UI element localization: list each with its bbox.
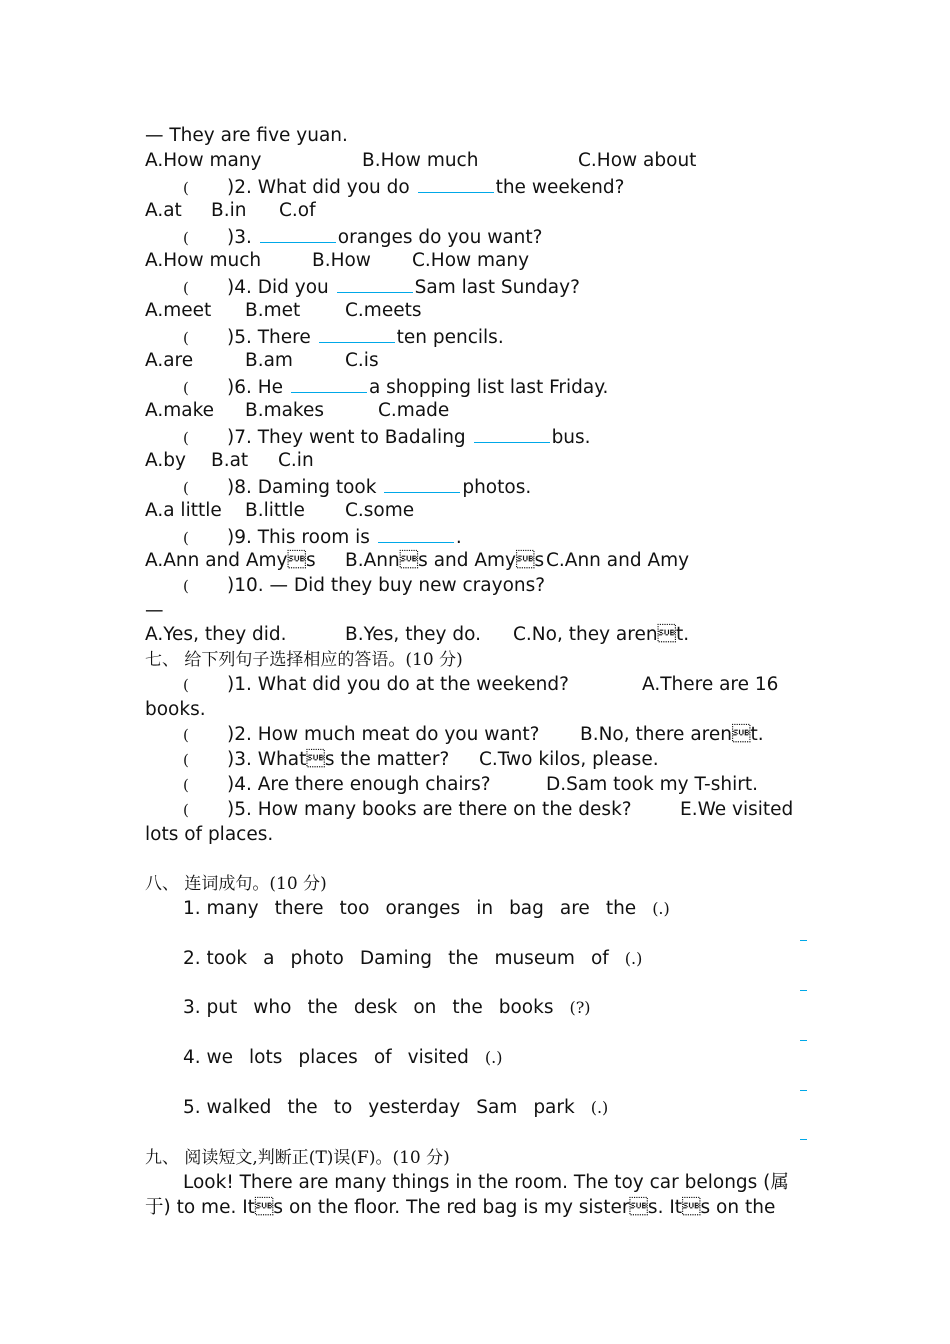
reorder-item-2 (183, 947, 642, 971)
answer-paren[interactable]: ( (183, 577, 189, 595)
answer-paren[interactable]: ( (183, 329, 189, 347)
answer-paren[interactable]: ( (183, 801, 189, 819)
question-text: )2. What did you do (227, 177, 410, 198)
word: the (307, 997, 338, 1018)
option: B.am (245, 350, 293, 371)
question-text: )9. This room is (227, 527, 370, 548)
answer-paren[interactable]: ( (183, 529, 189, 547)
match-question: )3. Whats the matter? (227, 749, 450, 770)
question-9 (183, 524, 462, 550)
answer-paren[interactable]: ( (183, 676, 189, 694)
answer-dash: — (145, 600, 164, 621)
option: A.How much (145, 250, 262, 271)
match-answer: D.Sam took my T-shirt. (546, 774, 758, 795)
option: B.Anns and Amys (345, 550, 545, 571)
question-text-after: . (455, 527, 462, 548)
match-answer: E.We visited (680, 799, 794, 820)
question-text-after: oranges do you want? (337, 227, 543, 248)
reorder-item-5 (183, 1096, 608, 1120)
word: 3. put (183, 997, 238, 1018)
word: books (498, 997, 554, 1018)
question-2 (183, 174, 624, 200)
match-question: )5. How many books are there on the desk? (227, 799, 632, 820)
option: A.make (145, 400, 215, 421)
fill-blank[interactable] (291, 374, 367, 393)
option: A.meet (145, 300, 212, 321)
question-text-after: Sam last Sunday? (414, 277, 580, 298)
answer-paren[interactable]: ( (183, 179, 189, 197)
reorder-item-4 (183, 1046, 503, 1070)
match-answer: C.Two kilos, please. (479, 749, 659, 770)
option: A.Yes, they did. (145, 624, 287, 645)
match-question: )2. How much meat do you want? (227, 724, 540, 745)
option: B.in (211, 200, 247, 221)
options-q2 (145, 199, 316, 223)
options-q9 (145, 549, 689, 573)
word: yesterday (368, 1097, 461, 1118)
word: too (339, 898, 370, 919)
question-text: )3. (227, 227, 252, 248)
question-text-after: a shopping list last Friday. (368, 377, 609, 398)
word: the (287, 1097, 318, 1118)
question-7 (183, 424, 591, 450)
match-wrap: lots of places. (145, 824, 274, 845)
question-text-after: photos. (462, 477, 532, 498)
match-row-2 (183, 723, 764, 747)
word: of (590, 948, 609, 969)
option: A.a little (145, 500, 222, 521)
word: visited (407, 1047, 469, 1068)
punctuation-hint: (?) (569, 998, 591, 1017)
word: oranges (385, 898, 461, 919)
options-q6 (145, 399, 449, 423)
word: park (533, 1097, 575, 1118)
question-8 (183, 474, 531, 500)
answer-paren[interactable]: ( (183, 751, 189, 769)
word: photo (290, 948, 344, 969)
word: to (333, 1097, 353, 1118)
option: C.of (279, 200, 316, 221)
option: A.Ann and Amys (145, 550, 316, 571)
answer-paren[interactable]: ( (183, 379, 189, 397)
passage-line-1: Look! There are many things in the room. The toy car belongs (属 (183, 1172, 789, 1193)
options-q8 (145, 499, 414, 523)
question-text: )6. He (227, 377, 284, 398)
word: who (253, 997, 292, 1018)
section-9-title: 九、 阅读短文,判断正(T)误(F)。(10 分) (145, 1148, 450, 1168)
punctuation-hint: (.) (652, 899, 670, 918)
match-row-1 (183, 673, 778, 697)
option: C.meets (345, 300, 422, 321)
match-answer: A.There are 16 (642, 674, 779, 695)
reorder-item-1 (183, 897, 670, 921)
answer-line-mark (800, 990, 807, 991)
option: A.by (145, 450, 186, 471)
punctuation-hint: (.) (624, 949, 643, 968)
fill-blank[interactable] (378, 524, 454, 543)
option: C.Ann and Amy (546, 550, 690, 571)
word: desk (353, 997, 398, 1018)
fill-blank[interactable] (260, 224, 336, 243)
question-text-after: ten pencils. (396, 327, 504, 348)
options-q4 (145, 299, 421, 323)
word: 2. took (183, 948, 248, 969)
match-row-5 (183, 798, 793, 822)
options-q3 (145, 249, 529, 273)
option: B.little (245, 500, 305, 521)
word: Sam (476, 1097, 518, 1118)
word: 1. many (183, 898, 259, 919)
option: C.How many (412, 250, 530, 271)
answer-paren[interactable]: ( (183, 429, 189, 447)
fill-blank[interactable] (319, 324, 395, 343)
question-4 (183, 274, 580, 300)
answer-line-mark (800, 940, 807, 941)
question-5 (183, 324, 504, 350)
option: B.How (312, 250, 371, 271)
match-row-4 (183, 773, 758, 797)
fill-blank[interactable] (337, 274, 413, 293)
word: bag (509, 898, 544, 919)
answer-line-mark (800, 1040, 807, 1041)
match-wrap: books. (145, 699, 206, 720)
passage-line-2: 于) to me. Its on the floor. The red bag is my sisters. Its on the (145, 1197, 776, 1218)
option: C.some (345, 500, 415, 521)
option: B.Yes, they do. (345, 624, 482, 645)
answer-line-mark (800, 1139, 807, 1140)
match-answer: B.No, there arent. (580, 724, 764, 745)
option: B.at (211, 450, 249, 471)
reorder-item-3 (183, 996, 591, 1020)
match-question: )4. Are there enough chairs? (227, 774, 491, 795)
question-text: )4. Did you (227, 277, 329, 298)
word: places (298, 1047, 358, 1068)
answer-paren[interactable]: ( (183, 229, 189, 247)
option: A.at (145, 200, 182, 221)
option: C.is (345, 350, 379, 371)
match-row-3 (183, 748, 659, 772)
option: A.are (145, 350, 194, 371)
word: 4. we (183, 1047, 234, 1068)
fill-blank[interactable] (474, 424, 550, 443)
word: the (448, 948, 479, 969)
question-text: )5. There (227, 327, 311, 348)
word: are (559, 898, 590, 919)
answer-paren[interactable]: ( (183, 776, 189, 794)
question-text-after: bus. (551, 427, 591, 448)
punctuation-hint: (.) (484, 1048, 503, 1067)
option: C.How about (578, 150, 697, 171)
word: a (263, 948, 275, 969)
word: the (605, 898, 637, 919)
option: A.How many (145, 150, 262, 171)
options-q7 (145, 449, 314, 473)
option: B.How much (362, 150, 479, 171)
option: C.in (278, 450, 314, 471)
match-question: )1. What did you do at the weekend? (227, 674, 569, 695)
punctuation-hint: (.) (590, 1098, 609, 1117)
word: Daming (359, 948, 433, 969)
question-10 (183, 574, 545, 598)
answer-line: — They are five yuan. (145, 125, 348, 146)
answer-paren[interactable]: ( (183, 726, 189, 744)
word: there (274, 898, 324, 919)
question-text-after: the weekend? (495, 177, 625, 198)
word: of (373, 1047, 392, 1068)
fill-blank[interactable] (384, 474, 460, 493)
fill-blank[interactable] (418, 174, 494, 193)
answer-paren[interactable]: ( (183, 279, 189, 297)
word: museum (494, 948, 575, 969)
word: on (413, 997, 437, 1018)
option: C.No, they arent. (513, 624, 690, 645)
word: lots (249, 1047, 283, 1068)
option: B.met (245, 300, 301, 321)
options-q1 (145, 149, 696, 173)
answer-paren[interactable]: ( (183, 479, 189, 497)
word: in (476, 898, 494, 919)
question-6 (183, 374, 608, 400)
section-8-title: 八、 连词成句。(10 分) (145, 874, 327, 894)
question-text: )10. — Did they buy new crayons? (227, 575, 546, 596)
option: C.made (378, 400, 450, 421)
answer-line-mark (800, 1090, 807, 1091)
section-7-title: 七、 给下列句子选择相应的答语。(10 分) (145, 650, 463, 670)
options-q5 (145, 349, 379, 373)
question-3 (183, 224, 542, 250)
question-text: )8. Daming took (227, 477, 377, 498)
option: B.makes (245, 400, 325, 421)
options-q10 (145, 623, 689, 647)
word: the (452, 997, 483, 1018)
word: 5. walked (183, 1097, 272, 1118)
question-text: )7. They went to Badaling (227, 427, 466, 448)
